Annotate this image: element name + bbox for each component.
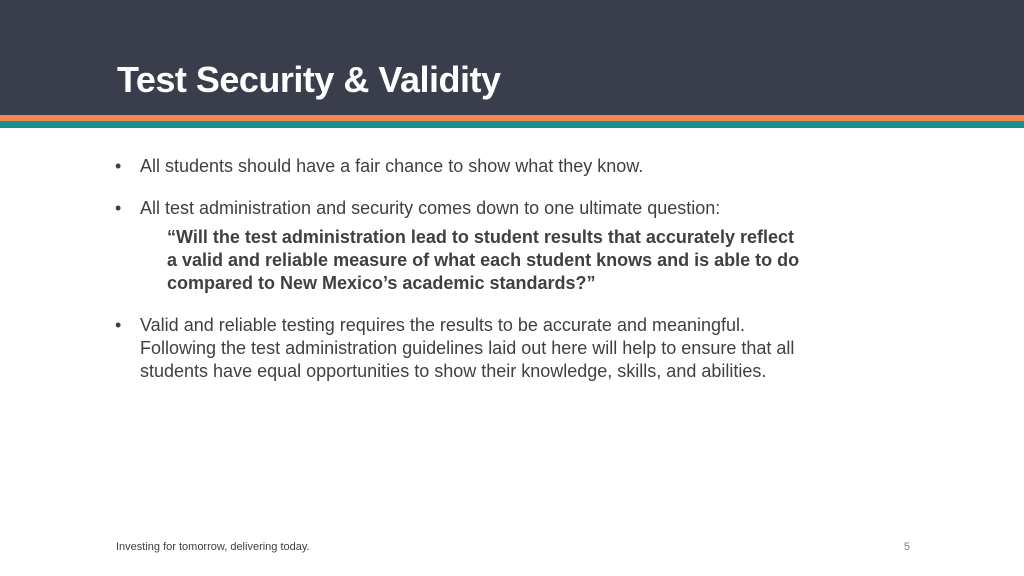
bullet-text: All test administration and security comes down to one ultimate question: — [140, 198, 721, 218]
bullet-text: Valid and reliable testing requires the results to be accurate and meaningful. Following the test administration guidelines laid out here will help to ensure that all students have equal opportunities to show their knowledge, skills, and abilities. — [140, 315, 795, 381]
slide-body — [115, 155, 815, 383]
bullet-text: All students should have a fair chance to show what they know. — [140, 156, 644, 176]
accent-stripe-teal — [0, 121, 1024, 128]
footer-tagline: Investing for tomorrow, delivering today. — [116, 541, 310, 553]
page-number: 5 — [903, 541, 910, 553]
bullet-dot-icon: • — [115, 198, 122, 218]
key-question-quote: “Will the test administration lead to student results that accurately reflect a valid and reliable measure of what each student knows and is able to do compared to New Mexico’s academic standards?” — [167, 227, 800, 293]
bullet-dot-icon: • — [115, 156, 122, 176]
bullet-dot-icon: • — [115, 315, 122, 335]
slide-title: Test Security & Validity — [117, 59, 501, 100]
bullet-item — [115, 314, 815, 383]
bullet-item — [115, 197, 815, 295]
bullet-item — [115, 155, 815, 178]
header-banner — [0, 0, 1024, 115]
